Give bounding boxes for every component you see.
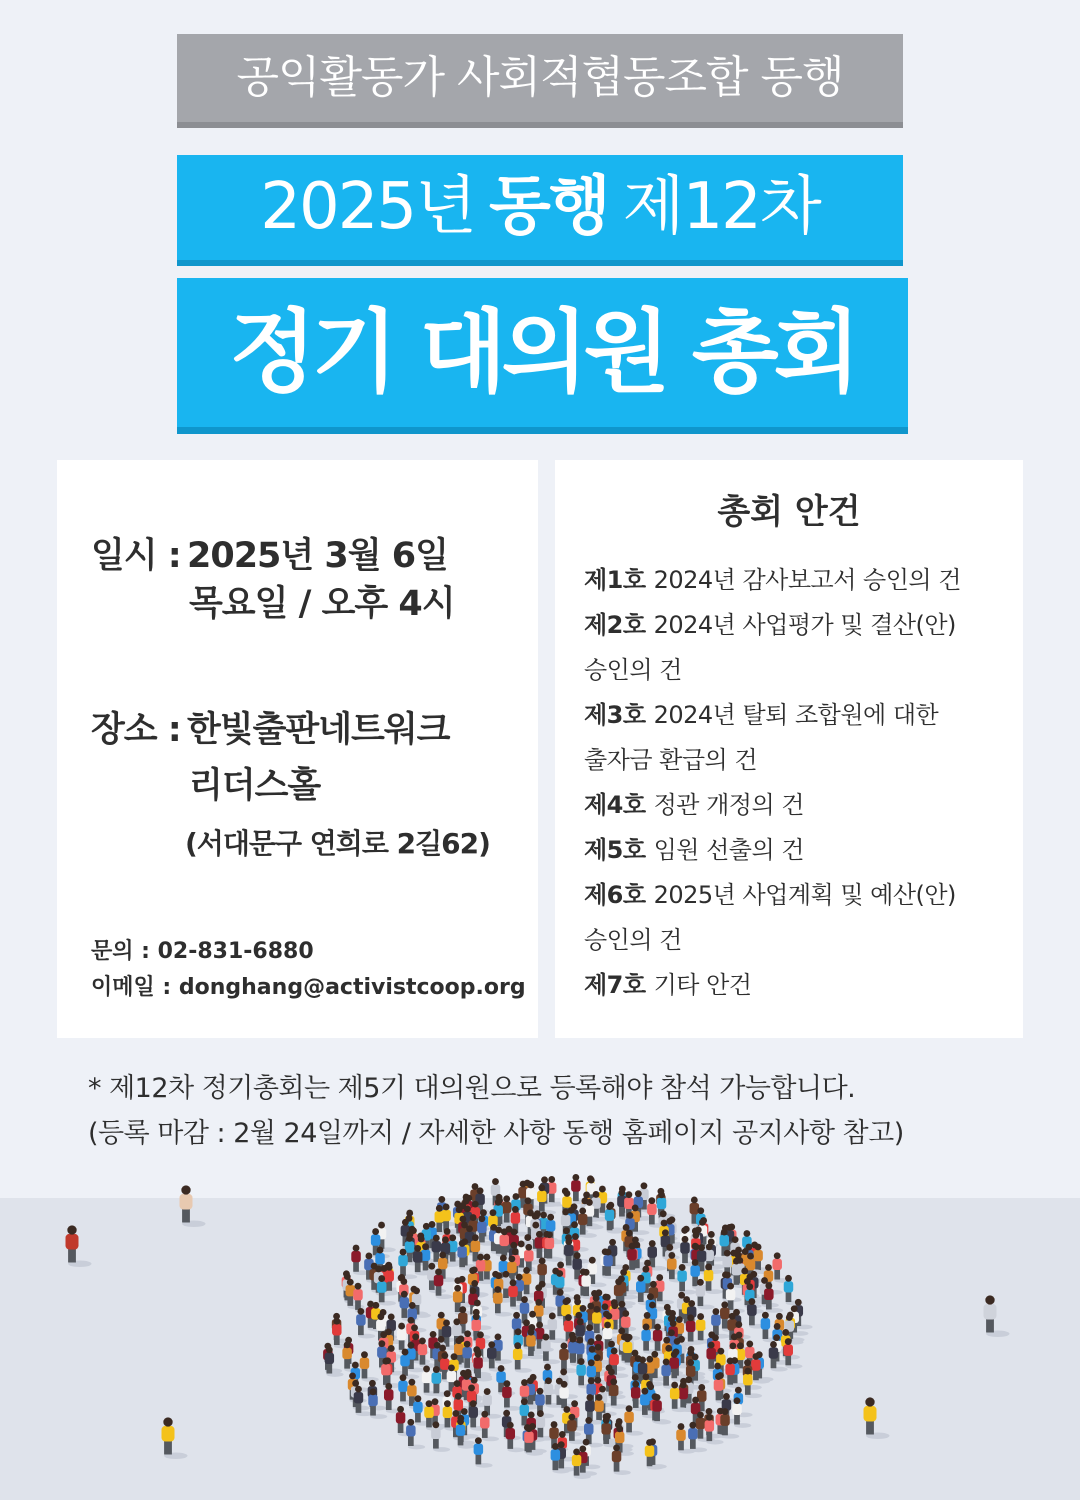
agenda-item [584, 693, 1014, 738]
date-row [91, 528, 448, 578]
agenda-item [584, 828, 1014, 873]
agenda-item-text: 2024년 감사보고서 승인의 건 [653, 566, 961, 594]
title-brand: 동행 [488, 170, 609, 244]
crowd-of-people-illustration [0, 1160, 1080, 1500]
agenda-item [584, 963, 1014, 1008]
contact-phone: 문의 : 02-831-6880 [91, 939, 314, 964]
agenda-item-text: 2024년 사업평가 및 결산(안) [653, 611, 956, 639]
date-time: 목요일 / 오후 4시 [189, 584, 455, 624]
date-label: 일시 : [91, 536, 181, 576]
agenda-item-text: 2024년 탈퇴 조합원에 대한 [653, 701, 939, 729]
notice-line-2: (등록 마감 : 2월 24일까지 / 자세한 사항 동행 홈페이지 공지사항 참고) [88, 1118, 904, 1149]
agenda-item-number: 제6호 [584, 881, 646, 909]
place-row [91, 702, 449, 752]
agenda-item [584, 558, 1014, 603]
agenda-item-number: 제1호 [584, 566, 646, 594]
agenda-item-text: 기타 안건 [653, 971, 752, 999]
place-hall: 리더스홀 [189, 766, 321, 806]
agenda-item-text: 정관 개정의 건 [653, 791, 804, 819]
main-title-banner: 정기 대의원 총회 [177, 278, 908, 434]
agenda-item-number: 제7호 [584, 971, 646, 999]
title-session-banner [177, 155, 903, 266]
agenda-item-number: 제3호 [584, 701, 646, 729]
agenda-title: 총회 안건 [717, 492, 861, 532]
agenda-item-continuation: 승인의 건 [584, 926, 682, 954]
agenda-item-number: 제4호 [584, 791, 646, 819]
title-year: 2025년 [260, 170, 475, 244]
agenda-panel [555, 460, 1023, 1038]
agenda-item-number: 제2호 [584, 611, 646, 639]
agenda-item [584, 783, 1014, 828]
registration-notice [88, 1066, 904, 1156]
event-info-panel [57, 460, 538, 1038]
agenda-item-text: 임원 선출의 건 [653, 836, 804, 864]
agenda-item [584, 873, 1014, 918]
agenda-item-continuation: 승인의 건 [584, 656, 682, 684]
agenda-item-text: 2025년 사업계획 및 예산(안) [653, 881, 956, 909]
place-label: 장소 : [91, 710, 181, 750]
agenda-item-number: 제5호 [584, 836, 646, 864]
place-address: (서대문구 연희로 2길62) [185, 827, 490, 860]
agenda-list [584, 558, 1014, 1008]
org-name-banner: 공익활동가 사회적협동조합 동행 [177, 34, 903, 128]
title-session: 제12차 [622, 170, 820, 244]
agenda-item [584, 603, 1014, 648]
notice-line-1: * 제12차 정기총회는 제5기 대의원으로 등록해야 참석 가능합니다. [88, 1073, 856, 1104]
agenda-item-continuation: 출자금 환급의 건 [584, 746, 758, 774]
contact-email: 이메일 : donghang@activistcoop.org [91, 975, 526, 1000]
date-value: 2025년 3월 6일 [187, 536, 448, 576]
place-value: 한빛출판네트워크 [187, 710, 450, 750]
